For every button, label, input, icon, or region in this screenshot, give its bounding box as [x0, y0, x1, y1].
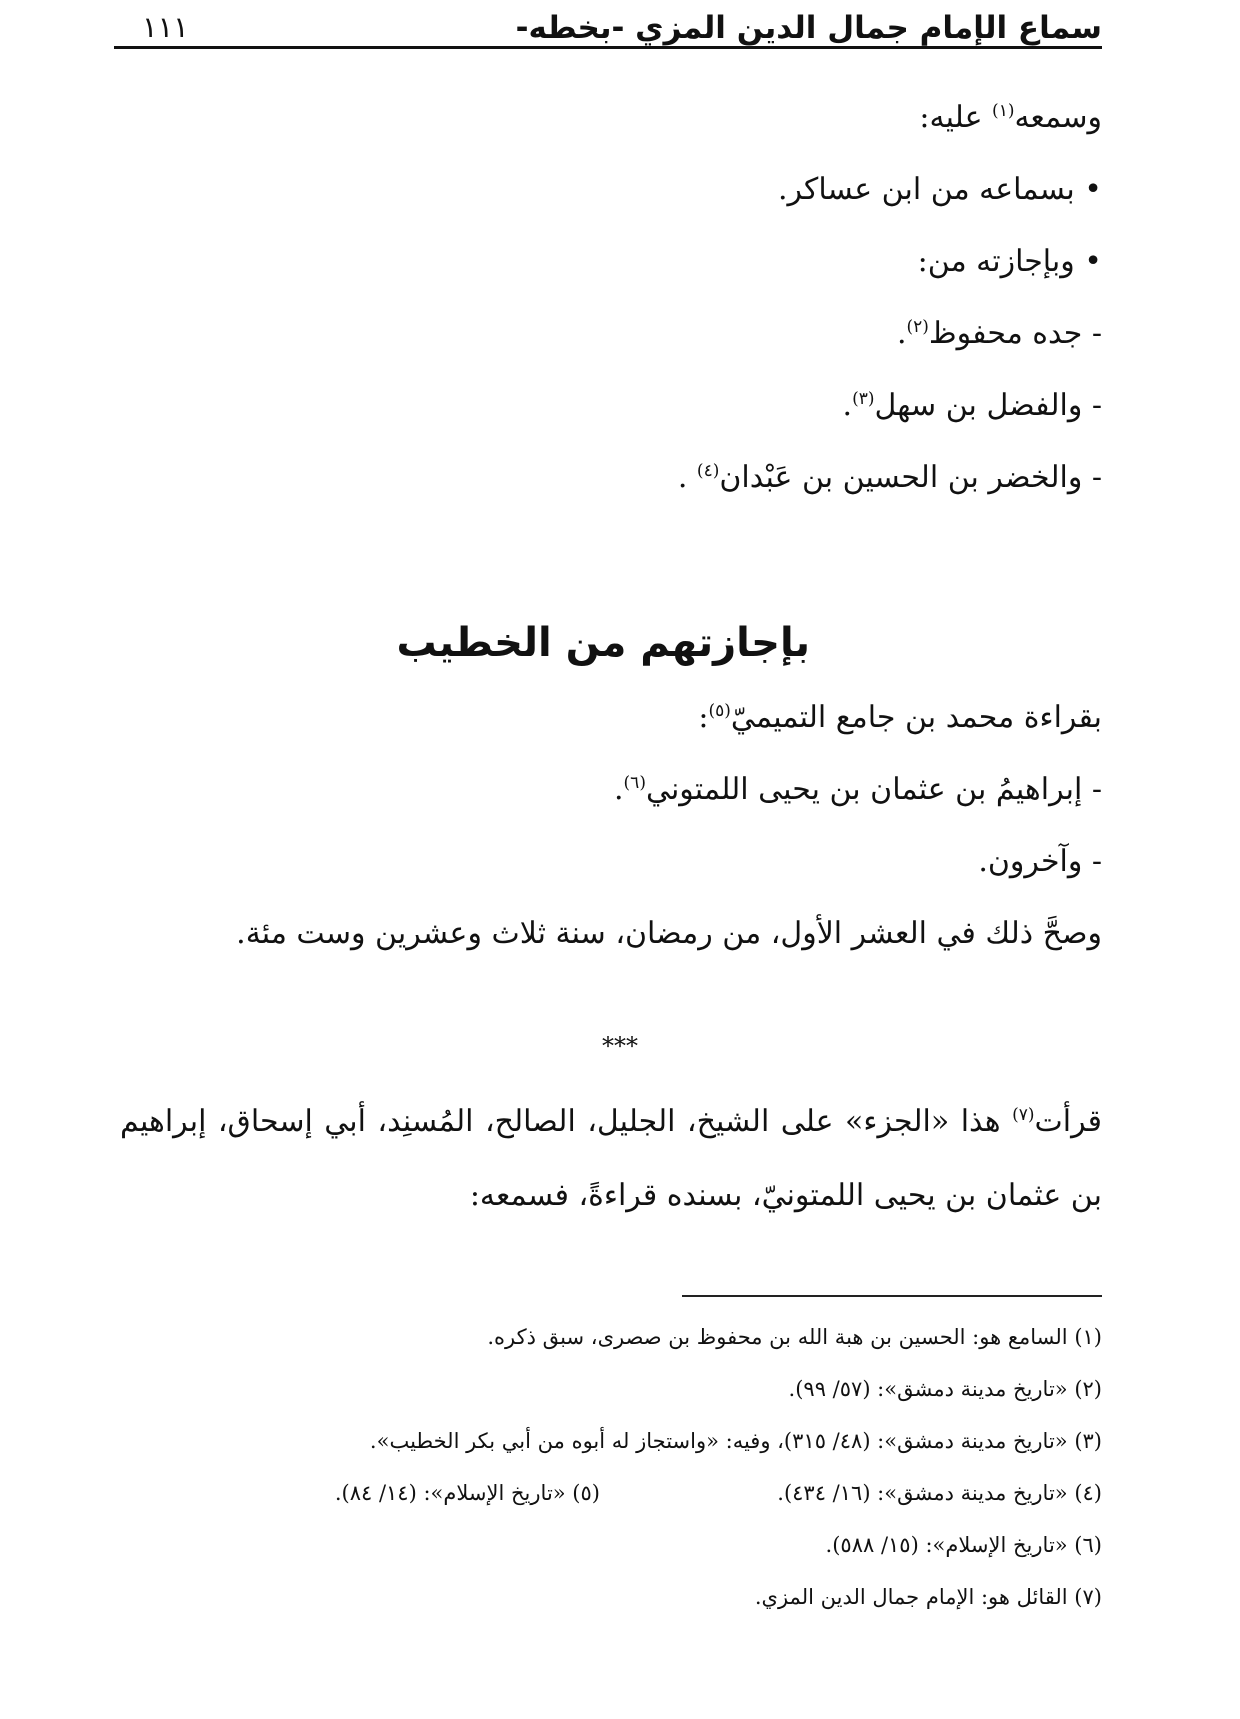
- footnote-ref-4: (٤): [696, 461, 720, 481]
- footnote-3: (٣) «تاريخ مدينة دمشق»: (٤٨/ ٣١٥)، وفيه: «واستجاز له أبوه من أبي بكر الخطيب».: [369, 1429, 1102, 1453]
- list-item-khadir: - والخضر بن الحسين بن عَبْدان$^{(٤)}$ .: [677, 460, 1102, 495]
- running-title: سماع الإمام جمال الدين المزي -بخطه-: [515, 10, 1102, 46]
- footnote-ref-5: (٥): [708, 701, 731, 721]
- validity-line: وصحَّ ذلك في العشر الأول، من رمضان، سنة ثلاث وعشرين وست مئة.: [236, 916, 1102, 951]
- bullet-item-ijaza: • وبإجازته من:: [917, 244, 1102, 279]
- list-item-ibrahim: - إبراهيمُ بن عثمان بن يحيى اللمتوني$^{(٦)}$.: [613, 772, 1102, 807]
- list-item-others: - وآخرون.: [978, 844, 1102, 879]
- page-number: ١١١: [142, 10, 189, 44]
- footnote-1: (١) السامع هو: الحسين بن هبة الله بن محفوظ بن صصرى، سبق ذكره.: [487, 1325, 1102, 1349]
- footnote-7: (٧) القائل هو: الإمام جمال الدين المزي.: [754, 1585, 1102, 1609]
- footnote-ref-1: (١): [992, 101, 1015, 121]
- list-item-fadl: - والفضل بن سهل$^{(٣)}$.: [842, 388, 1102, 423]
- listener-line: وسمعه$^{(١)}$ عليه:: [919, 100, 1102, 135]
- footnote-ref-2: (٢): [906, 317, 929, 337]
- footnote-ref-3: (٣): [852, 389, 875, 409]
- footnote-divider: [682, 1295, 1102, 1297]
- footnote-2: (٢) «تاريخ مدينة دمشق»: (٥٧/ ٩٩).: [788, 1377, 1102, 1401]
- footnote-ref-6: (٦): [623, 773, 646, 793]
- header-divider: [114, 46, 1102, 49]
- closing-paragraph: قرأت$^{(٧)}$ هذا «الجزء» على الشيخ، الجليل، الصالح، المُسنِد، أبي إسحاق، إبراهيم بن عثمان بن يحيى اللمتونيّ، بسنده قراءةً، فسمعه:: [120, 1104, 1102, 1213]
- footnote-ref-7: (٧): [1012, 1105, 1035, 1125]
- footnote-5: (٥) «تاريخ الإسلام»: (١٤/ ٨٤).: [334, 1481, 600, 1505]
- bullet-item-ibn-asakir: • بسماعه من ابن عساكر.: [777, 172, 1102, 207]
- footnote-6: (٦) «تاريخ الإسلام»: (١٥/ ٥٨٨).: [825, 1533, 1102, 1557]
- reader-line: بقراءة محمد بن جامع التميميّ$^{(٥)}$:: [698, 700, 1102, 735]
- section-heading: بإجازتهم من الخطيب: [396, 620, 810, 666]
- footnote-4: (٤) «تاريخ مدينة دمشق»: (١٦/ ٤٣٤).: [777, 1481, 1102, 1505]
- list-item-mahfuz: - جده محفوظ$^{(٢)}$.: [896, 316, 1102, 351]
- section-separator: ***: [602, 1032, 638, 1060]
